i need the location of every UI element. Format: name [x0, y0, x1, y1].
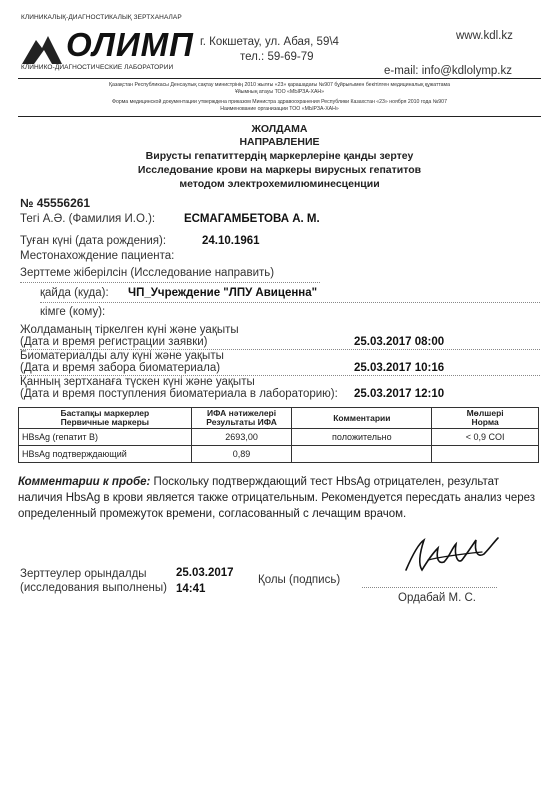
title-line-1: Вирусты гепатиттердің маркерлеріне қанды зертеу: [145, 150, 414, 162]
logo-top-text: КЛИНИКАЛЫҚ-ДИАГНОСТИКАЛЫҚ ЗЕРТХАНАЛАР: [21, 14, 182, 21]
done-time: 14:41: [176, 583, 206, 595]
comment-label: Комментарии к пробе:: [18, 476, 151, 488]
location-label: Местонахождение пациента:: [20, 250, 175, 262]
logo-word: ОЛИМП: [66, 26, 194, 63]
lab-logo: [18, 14, 194, 74]
cell-comment: [292, 446, 432, 463]
bio-label-ru: (Дата и время забора биоматериала): [20, 362, 221, 374]
fine-print-3: Форма медицинской документации утверждена приказом Министра здравоохранения Республики Казахстан «23» ноября 2010 года №907: [112, 99, 447, 105]
table-row: [19, 429, 539, 446]
cell-norm: [432, 446, 539, 463]
cell-norm: < 0,9 COI: [432, 429, 539, 446]
name-value: ЕСМАГАМБЕТОВА А. М.: [184, 213, 320, 225]
sent-divider: [20, 282, 320, 283]
header-results: ИФА нәтижелері Результаты ИФА: [191, 408, 292, 429]
header-comments: Комментарии: [292, 408, 432, 429]
table-row: [19, 446, 539, 463]
where-divider: [40, 302, 540, 303]
lab-phone: тел.: 59-69-79: [240, 51, 314, 63]
bio-label-kz: Биоматериалды алу күні және уақыты: [20, 350, 224, 362]
signature-label: Қолы (подпись): [258, 574, 341, 586]
header-norm: Мөлшері Норма: [432, 408, 539, 429]
title-kz: ЖОЛДАМА: [251, 123, 308, 135]
whom-label: кімге (кому):: [40, 306, 106, 318]
arr-label-kz: Қанның зертханаға түскен күні және уақыты: [20, 376, 255, 388]
document-number: № 45556261: [20, 196, 91, 210]
dob-label: Туған күні (дата рождения):: [20, 235, 167, 247]
table-header-row: [19, 408, 539, 429]
sample-comment: [18, 474, 543, 522]
lab-email[interactable]: e-mail: info@kdlolymp.kz: [384, 65, 512, 77]
cell-result: 0,89: [191, 446, 292, 463]
lab-address: г. Кокшетау, ул. Абая, 59\4: [200, 36, 339, 48]
sent-label: Зерттеме жіберілсін (Исследование направить): [20, 267, 275, 279]
cell-marker: HBsAg подтверждающий: [19, 446, 192, 463]
bio-value: 25.03.2017 10:16: [354, 362, 445, 374]
fine-print-2: Ұйымның атауы ТОО «МЫРЗА-ХАН»: [234, 89, 325, 95]
signer-name: Ордабай М. С.: [398, 592, 476, 604]
dob-value: 24.10.1961: [202, 235, 260, 247]
title-line-3: методом электрохемилюминесценции: [179, 178, 380, 190]
fine-print-4: Наименование организации ТОО «МЫРЗА-ХАН»: [220, 106, 339, 112]
reg-value: 25.03.2017 08:00: [354, 336, 445, 348]
done-label-kz: Зерттеулер орындалды: [20, 568, 147, 580]
mountain-logo-icon: [20, 26, 64, 66]
done-date: 25.03.2017: [176, 567, 234, 579]
arr-label-ru: (Дата и время поступления биоматериала в лабораторию):: [20, 388, 338, 400]
fine-print-divider: [18, 116, 541, 117]
done-label-ru: (исследования выполнены): [20, 582, 167, 594]
results-table: [18, 407, 539, 463]
title-line-2: Исследование крови на маркеры вирусных гепатитов: [137, 164, 422, 176]
reg-label-ru: (Дата и время регистрации заявки): [20, 336, 208, 348]
cell-result: 2693,00: [191, 429, 292, 446]
comment-text: Поскольку подтверждающий тест HbsAg отрицателен, результат наличия HbsAg в крови является также отрицательным. Рекомендуется пересдать анализ через определенный промежуток времени, согласованный с лечащим врачом.: [18, 476, 536, 520]
cell-comment: положительно: [292, 429, 432, 446]
logo-bottom-text: КЛИНИКО-ДИАГНОСТИЧЕСКИЕ ЛАБОРАТОРИИ: [21, 64, 174, 71]
header-divider: [18, 78, 541, 79]
name-label: Тегі А.Ә. (Фамилия И.О.):: [20, 213, 156, 225]
signature-line: [362, 587, 497, 588]
where-value: ЧП_Учреждение "ЛПУ Авиценна": [128, 287, 318, 299]
reg-label-kz: Жолдаманың тіркелген күні және уақыты: [20, 324, 239, 336]
where-label: қайда (куда):: [40, 287, 109, 299]
header-markers: Бастапқы маркерлер Первичные маркеры: [19, 408, 192, 429]
lab-website[interactable]: www.kdl.kz: [456, 30, 513, 42]
cell-marker: HBsAg (гепатит B): [19, 429, 192, 446]
title-ru: НАПРАВЛЕНИЕ: [239, 136, 320, 148]
handwritten-signature: [398, 530, 502, 582]
fine-print-1: Қазақстан Республикасы Денсаулық сақтау министрінің 2010 жылғы «23» қарашадағы №907 бұйрығымен бекітілген медициналық құжаттама: [109, 82, 450, 88]
arr-value: 25.03.2017 12:10: [354, 388, 445, 400]
